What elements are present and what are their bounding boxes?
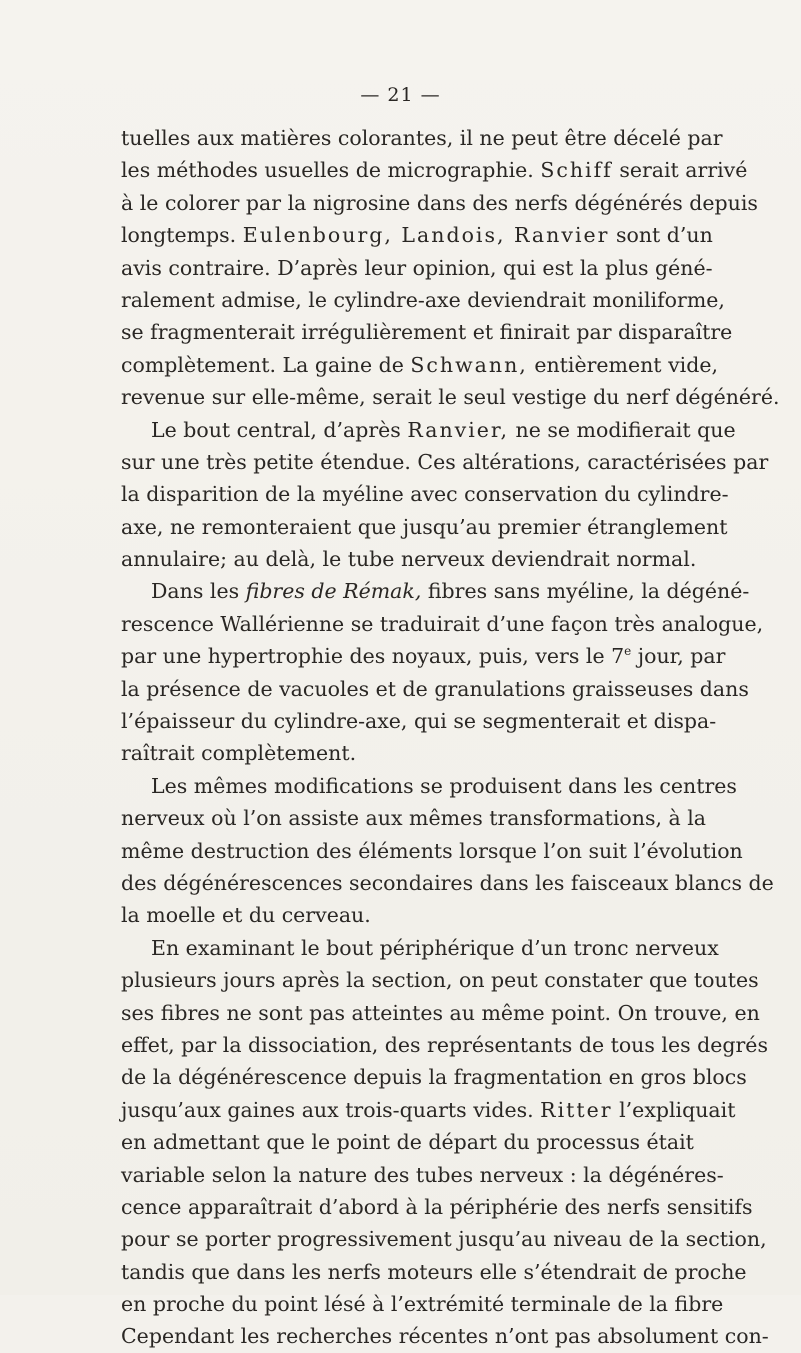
text-line xyxy=(121,770,737,802)
text-line xyxy=(121,1191,753,1223)
text-line xyxy=(121,608,764,640)
text-line xyxy=(121,381,780,413)
text-run: en proche du point lésé à l’extrémité terminale de la fibre xyxy=(121,1292,724,1317)
text-run: même destruction des éléments lorsque l’on suit l’évolution xyxy=(121,838,743,863)
text-line xyxy=(121,575,750,607)
text-line xyxy=(121,252,713,284)
text-run: revenue sur elle-même, serait le seul vestige du nerf dégénéré. xyxy=(121,385,780,410)
text-run: ralement admise, le cylindre-axe deviendrait moniliforme, xyxy=(121,287,725,312)
text-run: la disparition de la myéline avec conservation du cylindre- xyxy=(121,482,729,507)
text-run: Le bout central, d’après xyxy=(151,417,401,442)
text-run: des dégénérescences secondaires dans les faisceaux blancs de xyxy=(121,870,774,895)
author-name: Ranvier, xyxy=(407,417,509,442)
text-run: nerveux où l’on assiste aux mêmes transformations, à la xyxy=(121,806,707,831)
text-run: En examinant le bout périphérique d’un tronc nerveux xyxy=(151,935,719,960)
text-line xyxy=(121,122,723,154)
text-run: effet, par la dissociation, des représentants de tous les degrés xyxy=(121,1032,768,1057)
text-line xyxy=(121,349,718,381)
text-run: l’épaisseur du cylindre-axe, qui se segmenterait et dispa- xyxy=(121,709,717,734)
text-line xyxy=(121,899,691,931)
text-line xyxy=(121,1126,694,1158)
text-run: Les mêmes modifications se produisent dans les centres xyxy=(151,773,737,798)
text-run: pour se porter progressivement jusqu’au niveau de la section, xyxy=(121,1227,767,1252)
text-run: serait arrivé xyxy=(619,158,748,183)
text-run: jusqu’aux gaines aux trois-quarts vides. xyxy=(121,1097,534,1122)
text-line xyxy=(121,640,726,672)
text-run: Dans les xyxy=(151,579,240,604)
text-line xyxy=(121,867,774,899)
text-line xyxy=(121,673,749,705)
text-line xyxy=(121,802,707,834)
text-line xyxy=(121,1029,768,1061)
text-line xyxy=(121,1159,724,1191)
text-line xyxy=(121,1288,724,1320)
text-run: ne se modifierait que xyxy=(515,417,736,442)
author-name: Schwann, xyxy=(410,352,528,377)
text-run: sont d’un xyxy=(615,223,713,248)
text-run: jour, par xyxy=(637,644,726,669)
text-run: plusieurs jours après la section, on peut constater que toutes xyxy=(121,968,759,993)
text-line xyxy=(121,187,758,219)
text-line xyxy=(121,154,748,186)
author-name: Ritter xyxy=(540,1097,613,1122)
text-run: raîtrait complètement. xyxy=(121,741,357,766)
text-line xyxy=(121,543,697,575)
text-line xyxy=(121,511,728,543)
text-run: de la dégénérescence depuis la fragmentation en gros blocs xyxy=(121,1065,747,1090)
text-run: la moelle et du cerveau. xyxy=(121,903,371,928)
text-line xyxy=(121,478,729,510)
text-line xyxy=(121,705,717,737)
text-line xyxy=(121,446,769,478)
author-name: Eulenbourg, Landois, Ranvier xyxy=(242,223,610,248)
text-run: par une hypertrophie des noyaux, puis, vers le 7 xyxy=(121,644,625,669)
text-line xyxy=(121,219,713,251)
text-run: complètement. La gaine de xyxy=(121,352,404,377)
text-run: cence apparaîtrait d’abord à la périphérie des nerfs sensitifs xyxy=(121,1194,753,1219)
text-run: tuelles aux matières colorantes, il ne peut être décelé par xyxy=(121,126,723,150)
text-line xyxy=(121,835,743,867)
author-name: Schiff xyxy=(540,158,613,183)
text-line xyxy=(121,414,736,446)
text-line xyxy=(121,1256,747,1288)
text-line xyxy=(121,316,733,348)
text-line xyxy=(121,1223,767,1255)
page-number: — 21 — xyxy=(360,84,441,106)
body-text xyxy=(121,122,780,1353)
text-run: entièrement vide, xyxy=(534,352,718,377)
text-run: l’expliquait xyxy=(619,1097,736,1122)
text-line xyxy=(121,737,691,769)
superscript: e xyxy=(624,644,632,659)
text-run: ses fibres ne sont pas atteintes au même point. On trouve, en xyxy=(121,1000,760,1025)
text-run: à le colorer par la nigrosine dans des nerfs dégénérés depuis xyxy=(121,190,758,215)
text-line xyxy=(121,1094,736,1126)
text-run: fibres sans myéline, la dégéné- xyxy=(427,579,750,604)
text-run: sur une très petite étendue. Ces altérations, caractérisées par xyxy=(121,449,769,474)
text-line xyxy=(121,997,760,1029)
text-line xyxy=(121,1061,747,1093)
text-run: la présence de vacuoles et de granulations graisseuses dans xyxy=(121,676,749,701)
text-run: avis contraire. D’après leur opinion, qui est la plus géné- xyxy=(121,255,713,280)
text-run: longtemps. xyxy=(121,223,237,248)
text-run: tandis que dans les nerfs moteurs elle s’étendrait de proche xyxy=(121,1259,747,1284)
text-line xyxy=(121,964,759,996)
text-run: rescence Wallérienne se traduirait d’une façon très analogue, xyxy=(121,611,764,636)
text-line xyxy=(121,1320,769,1352)
text-run: les méthodes usuelles de micrographie. xyxy=(121,158,534,183)
text-run: axe, ne remonteraient que jusqu’au premier étranglement xyxy=(121,514,728,539)
text-run: variable selon la nature des tubes nerveux : la dégénéres- xyxy=(121,1162,724,1187)
text-line xyxy=(121,284,725,316)
text-run: Cependant les recherches récentes n’ont pas absolument con- xyxy=(121,1324,769,1349)
text-run: se fragmenterait irrégulièrement et finirait par disparaître xyxy=(121,320,733,345)
italic-term: fibres de Rémak, xyxy=(245,579,422,604)
text-run: annulaire; au delà, le tube nerveux deviendrait normal. xyxy=(121,547,697,572)
text-run: en admettant que le point de départ du processus était xyxy=(121,1130,694,1155)
text-line xyxy=(121,932,719,964)
